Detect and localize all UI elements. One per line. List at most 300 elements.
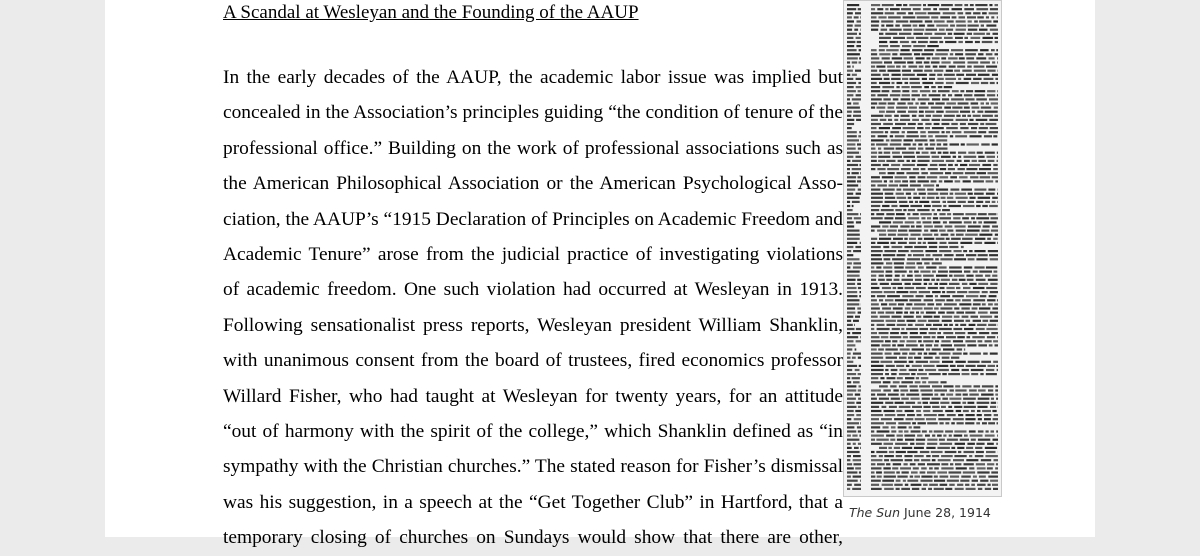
newsprint-glyph [890, 131, 899, 133]
newsprint-glyph [913, 254, 924, 256]
newsprint-glyph [928, 320, 939, 322]
newsprint-glyph [847, 451, 860, 453]
newsprint-glyph [901, 115, 910, 117]
newsprint-glyph [871, 139, 884, 141]
newsprint-glyph [952, 90, 959, 92]
newsprint-glyph [912, 307, 923, 309]
newsprint-glyph [915, 381, 921, 383]
newsprint-glyph [894, 447, 900, 449]
paragraph-line: Academic Tenure” arose from the judicial practice of investigating violations [223, 237, 843, 272]
body-paragraph [223, 60, 843, 556]
newsprint-glyph [968, 29, 977, 31]
newsprint-glyph [854, 217, 861, 219]
newsprint-glyph [975, 238, 985, 240]
newsprint-glyph [910, 20, 923, 22]
newsprint-glyph [847, 389, 856, 391]
newsprint-glyph [924, 353, 928, 355]
newsprint-glyph [953, 156, 957, 158]
newsprint-glyph [919, 193, 926, 195]
newsprint-glyph [968, 61, 979, 63]
newsprint-glyph [930, 41, 938, 43]
newsprint-glyph [953, 459, 964, 461]
newsprint-glyph [898, 242, 907, 244]
newsprint-glyph [903, 316, 913, 318]
newsprint-glyph [938, 312, 945, 314]
newsprint-glyph [913, 143, 917, 145]
newsprint-glyph [922, 94, 927, 96]
newsprint-glyph [871, 184, 876, 186]
newsprint-glyph [989, 205, 998, 207]
paragraph-line: the American Philosophical Association or the American Psychological Asso- [223, 166, 843, 201]
newsprint-glyph [973, 303, 981, 305]
newsprint-glyph [886, 25, 893, 27]
newsprint-glyph [992, 61, 995, 63]
newsprint-glyph [871, 70, 877, 72]
newsprint-glyph [926, 115, 932, 117]
newsprint-glyph [877, 230, 886, 232]
newsprint-glyph [951, 402, 960, 404]
newsprint-glyph [987, 299, 995, 301]
newsprint-glyph [871, 336, 880, 338]
newsprint-glyph [932, 398, 941, 400]
newsprint-glyph [955, 37, 963, 39]
newsprint-glyph [912, 488, 919, 490]
newsprint-glyph [871, 25, 879, 27]
newsprint-glyph [930, 164, 938, 166]
newsprint-glyph [946, 127, 958, 129]
newsprint-glyph [920, 332, 927, 334]
newsprint-glyph [858, 389, 861, 391]
newsprint-glyph [897, 189, 902, 191]
newsprint-glyph [997, 435, 998, 437]
newsprint-glyph [871, 242, 875, 244]
newsprint-glyph [978, 213, 987, 215]
newsprint-glyph [847, 242, 857, 244]
newsprint-glyph [931, 451, 943, 453]
newsprint-glyph [927, 25, 934, 27]
newsprint-glyph [937, 332, 941, 334]
newsprint-glyph [961, 189, 972, 191]
newsprint-glyph [909, 238, 916, 240]
newsprint-glyph [899, 357, 907, 359]
newsprint-glyph [964, 406, 976, 408]
newsprint-glyph [944, 324, 948, 326]
newsprint-glyph [857, 283, 861, 285]
newsprint-glyph [978, 197, 991, 199]
newsprint-glyph [965, 234, 978, 236]
paragraph-line: Following sensationalist press reports, Wesleyan president William Shanklin, [223, 308, 843, 343]
newsprint-glyph [847, 172, 850, 174]
newsprint-glyph [989, 131, 998, 133]
newsprint-glyph [936, 303, 942, 305]
newsprint-glyph [941, 340, 950, 342]
newsprint-glyph [895, 123, 906, 125]
newsprint-glyph [966, 74, 976, 76]
newsprint-glyph [902, 471, 909, 473]
newsprint-glyph [895, 275, 900, 277]
newsprint-glyph [847, 467, 854, 469]
newsprint-glyph [910, 463, 916, 465]
newsprint-glyph [995, 389, 998, 391]
newsprint-glyph [852, 205, 854, 207]
newsprint-glyph [907, 61, 913, 63]
newsprint-glyph [957, 291, 967, 293]
newsprint-glyph [890, 180, 894, 182]
newsprint-glyph [847, 484, 852, 486]
newsprint-glyph [956, 25, 966, 27]
newsprint-glyph [858, 430, 861, 432]
newsprint-glyph [917, 435, 922, 437]
newsprint-glyph [902, 295, 913, 297]
newsprint-glyph [978, 74, 990, 76]
newsprint-glyph [966, 459, 978, 461]
newsprint-glyph [923, 275, 934, 277]
newsprint-glyph [913, 25, 918, 27]
newsprint-glyph [951, 234, 955, 236]
newsprint-glyph [942, 119, 954, 121]
newsprint-glyph [984, 135, 992, 137]
newsprint-glyph [941, 406, 946, 408]
newsprint-glyph [857, 20, 862, 22]
newsprint-glyph [871, 57, 879, 59]
newsprint-glyph [926, 418, 936, 420]
newsprint-glyph [926, 344, 933, 346]
newsprint-glyph [916, 312, 919, 314]
newsprint-glyph [886, 213, 894, 215]
newsprint-glyph [890, 332, 899, 334]
newsprint-glyph [925, 111, 935, 113]
newsprint-glyph [971, 37, 981, 39]
newsprint-glyph [985, 488, 991, 490]
newsprint-glyph [871, 430, 874, 432]
paragraph-line: “out of harmony with the spirit of the college,” which Shanklin defined as “in [223, 414, 843, 449]
newsprint-glyph [933, 324, 942, 326]
newsprint-glyph [974, 250, 985, 252]
newsprint-glyph [965, 340, 976, 342]
newsprint-glyph [955, 463, 961, 465]
newsprint-glyph [942, 373, 947, 375]
newsprint-glyph [990, 480, 998, 482]
newsprint-glyph [972, 307, 978, 309]
newsprint-glyph [886, 49, 899, 51]
newsprint-glyph [976, 217, 989, 219]
newsprint-glyph [952, 8, 963, 10]
newsprint-glyph [955, 443, 965, 445]
newsprint-glyph [883, 74, 889, 76]
newsprint-glyph [988, 389, 993, 391]
newsprint-glyph [919, 111, 924, 113]
newsprint-glyph [995, 115, 999, 117]
newsprint-glyph [981, 25, 984, 27]
newsprint-glyph [879, 82, 890, 84]
newsprint-glyph [887, 230, 896, 232]
newsprint-glyph [904, 435, 915, 437]
newsprint-glyph [924, 283, 927, 285]
newsprint-glyph [966, 414, 975, 416]
newsprint-glyph [984, 414, 991, 416]
newsprint-glyph [964, 266, 973, 268]
newsprint-glyph [904, 246, 912, 248]
newsprint-glyph [964, 156, 977, 158]
newsprint-glyph [847, 225, 854, 227]
newsprint-glyph [936, 148, 948, 150]
newsprint-glyph [934, 234, 938, 236]
newsprint-glyph [912, 365, 922, 367]
newsprint-glyph [858, 373, 861, 375]
newsprint-glyph [964, 221, 972, 223]
newsprint-glyph [907, 160, 910, 162]
newsprint-glyph [847, 361, 853, 363]
newsprint-glyph [853, 262, 861, 264]
newsprint-glyph [977, 152, 983, 154]
newsprint-glyph [936, 25, 948, 27]
newsprint-glyph [968, 123, 978, 125]
newsprint-glyph [941, 455, 953, 457]
newsprint-glyph [881, 303, 887, 305]
newsprint-glyph [897, 254, 906, 256]
newsprint-glyph [925, 143, 928, 145]
newsprint-glyph [990, 258, 998, 260]
newsprint-glyph [883, 123, 893, 125]
newsprint-glyph [965, 418, 975, 420]
newsprint-glyph [976, 443, 984, 445]
newsprint-glyph [988, 189, 995, 191]
newsprint-glyph [900, 369, 907, 371]
newsprint-glyph [992, 410, 996, 412]
newsprint-glyph [877, 242, 889, 244]
newsprint-glyph [990, 353, 998, 355]
newsprint-glyph [967, 443, 975, 445]
newsprint-glyph [886, 111, 895, 113]
newsprint-glyph [993, 33, 999, 35]
newsprint-glyph [847, 98, 850, 100]
newsprint-glyph [930, 143, 935, 145]
newsprint-glyph [847, 160, 850, 162]
newsprint-glyph [891, 283, 902, 285]
newsprint-glyph [926, 324, 932, 326]
newsprint-glyph [985, 340, 992, 342]
newsprint-glyph [947, 480, 959, 482]
newsprint-glyph [986, 369, 994, 371]
newsprint-glyph [917, 189, 925, 191]
newsprint-glyph [989, 119, 998, 121]
newsprint-glyph [902, 180, 908, 182]
newsprint-glyph [936, 365, 948, 367]
newsprint-glyph [871, 98, 882, 100]
newsprint-glyph [890, 41, 898, 43]
newsprint-glyph [927, 443, 937, 445]
newsprint-glyph [889, 184, 899, 186]
newsprint-glyph [908, 102, 914, 104]
newsprint-glyph [912, 406, 922, 408]
newsprint-glyph [976, 328, 985, 330]
newsprint-glyph [902, 447, 912, 449]
newsprint-glyph [967, 279, 974, 281]
newsprint-glyph [883, 426, 889, 428]
newsprint-glyph [913, 33, 923, 35]
newsprint-glyph [860, 242, 861, 244]
newsprint-glyph [901, 394, 905, 396]
newsprint-glyph [913, 193, 917, 195]
newsprint-glyph [915, 12, 926, 14]
newsprint-glyph [914, 476, 920, 478]
newsprint-glyph [969, 430, 976, 432]
newsprint-glyph [997, 369, 998, 371]
newsprint-glyph [912, 422, 916, 424]
newsprint-glyph [871, 78, 882, 80]
newsprint-glyph [907, 37, 914, 39]
newsprint-glyph [902, 66, 906, 68]
caption-date: June 28, 1914 [900, 505, 991, 520]
newsprint-glyph [899, 33, 911, 35]
newsprint-glyph [967, 230, 980, 232]
newsprint-glyph [907, 451, 917, 453]
newsprint-glyph [892, 467, 898, 469]
newsprint-glyph [910, 312, 915, 314]
newsprint-glyph [882, 86, 894, 88]
newsprint-glyph [966, 320, 971, 322]
newsprint-glyph [958, 156, 961, 158]
newsprint-glyph [960, 164, 967, 166]
newsprint-glyph [879, 111, 885, 113]
newsprint-glyph [871, 271, 884, 273]
newsprint-glyph [847, 299, 860, 301]
newsprint-glyph [976, 57, 986, 59]
newsprint-glyph [925, 66, 930, 68]
newsprint-glyph [981, 107, 991, 109]
newsprint-glyph [883, 189, 895, 191]
newsprint-glyph [847, 385, 856, 387]
newsprint-glyph [956, 410, 961, 412]
newsprint-glyph [929, 246, 937, 248]
newsprint-glyph [856, 37, 861, 39]
newsprint-glyph [982, 410, 991, 412]
newsprint-glyph [959, 16, 966, 18]
newsprint-glyph [847, 16, 852, 18]
newsprint-glyph [947, 291, 956, 293]
newsprint-glyph [913, 168, 919, 170]
newsprint-glyph [984, 418, 991, 420]
newsprint-glyph [909, 230, 922, 232]
newsprint-glyph [943, 221, 947, 223]
newsprint-glyph [934, 70, 943, 72]
newsprint-glyph [881, 361, 893, 363]
newsprint-glyph [948, 94, 952, 96]
newsprint-glyph [853, 381, 860, 383]
newsprint-glyph [938, 414, 944, 416]
newsprint-glyph [986, 180, 994, 182]
newsprint-glyph [936, 184, 939, 186]
newsprint-glyph [997, 156, 998, 158]
newsprint-glyph [855, 467, 861, 469]
newsprint-glyph [881, 20, 893, 22]
newsprint-glyph [888, 70, 901, 72]
newsprint-glyph [932, 406, 940, 408]
newsprint-glyph [939, 180, 943, 182]
newsprint-glyph [964, 78, 972, 80]
newsprint-glyph [916, 439, 925, 441]
newsprint-glyph [976, 279, 986, 281]
newsprint-glyph [927, 422, 938, 424]
newsprint-glyph [970, 4, 974, 6]
newsprint-glyph [928, 193, 939, 195]
newsprint-glyph [937, 471, 947, 473]
newsprint-glyph [871, 283, 877, 285]
newsprint-glyph [928, 242, 938, 244]
newsprint-glyph [976, 422, 980, 424]
newsprint-glyph [949, 66, 956, 68]
newsprint-glyph [986, 102, 989, 104]
newsprint-glyph [847, 180, 856, 182]
newsprint-glyph [858, 189, 861, 191]
newsprint-glyph [986, 25, 996, 27]
newsprint-glyph [966, 365, 976, 367]
newsprint-glyph [856, 328, 861, 330]
newsprint-glyph [906, 402, 916, 404]
newsprint-glyph [946, 70, 953, 72]
newsprint-glyph [847, 394, 853, 396]
newsprint-glyph [989, 344, 993, 346]
newsprint-glyph [879, 455, 883, 457]
newsprint-glyph [915, 418, 925, 420]
newsprint-glyph [908, 123, 916, 125]
newsprint-glyph [871, 406, 879, 408]
newsprint-glyph [892, 340, 897, 342]
newsprint-glyph [946, 131, 950, 133]
newsprint-glyph [937, 143, 941, 145]
newsprint-glyph [871, 451, 875, 453]
newsprint-glyph [885, 369, 888, 371]
newsprint-glyph [881, 336, 888, 338]
newsprint-glyph [897, 377, 903, 379]
newsprint-glyph [963, 394, 968, 396]
newsprint-glyph [946, 336, 956, 338]
newsprint-glyph [916, 295, 924, 297]
newsprint-glyph [925, 435, 930, 437]
newsprint-glyph [993, 439, 999, 441]
newsprint-glyph [871, 402, 883, 404]
newsprint-glyph [882, 57, 890, 59]
newsprint-glyph [923, 221, 932, 223]
newsprint-glyph [932, 262, 942, 264]
newsprint-glyph [966, 254, 976, 256]
newsprint-glyph [918, 238, 922, 240]
newsprint-glyph [941, 279, 950, 281]
newsprint-glyph [847, 476, 851, 478]
newsprint-glyph [898, 426, 907, 428]
newsprint-glyph [847, 332, 850, 334]
newsprint-glyph [955, 180, 961, 182]
paragraph-line: sympathy with the Christian churches.” The stated reason for Fisher’s dismissal [223, 449, 843, 484]
newsprint-glyph [954, 275, 965, 277]
newsprint-glyph [982, 12, 987, 14]
newsprint-glyph [963, 250, 967, 252]
newsprint-glyph [939, 29, 945, 31]
newsprint-glyph [953, 172, 964, 174]
newsprint-glyph [950, 193, 954, 195]
newsprint-glyph [962, 217, 969, 219]
newsprint-glyph [847, 377, 850, 379]
newsprint-glyph [955, 361, 965, 363]
newsprint-glyph [871, 168, 875, 170]
newsprint-glyph [973, 78, 982, 80]
newsprint-glyph [871, 291, 882, 293]
newsprint-glyph [905, 287, 915, 289]
newsprint-glyph [892, 74, 901, 76]
newsprint-glyph [932, 90, 936, 92]
newsprint-glyph [935, 53, 948, 55]
newsprint-glyph [981, 102, 985, 104]
